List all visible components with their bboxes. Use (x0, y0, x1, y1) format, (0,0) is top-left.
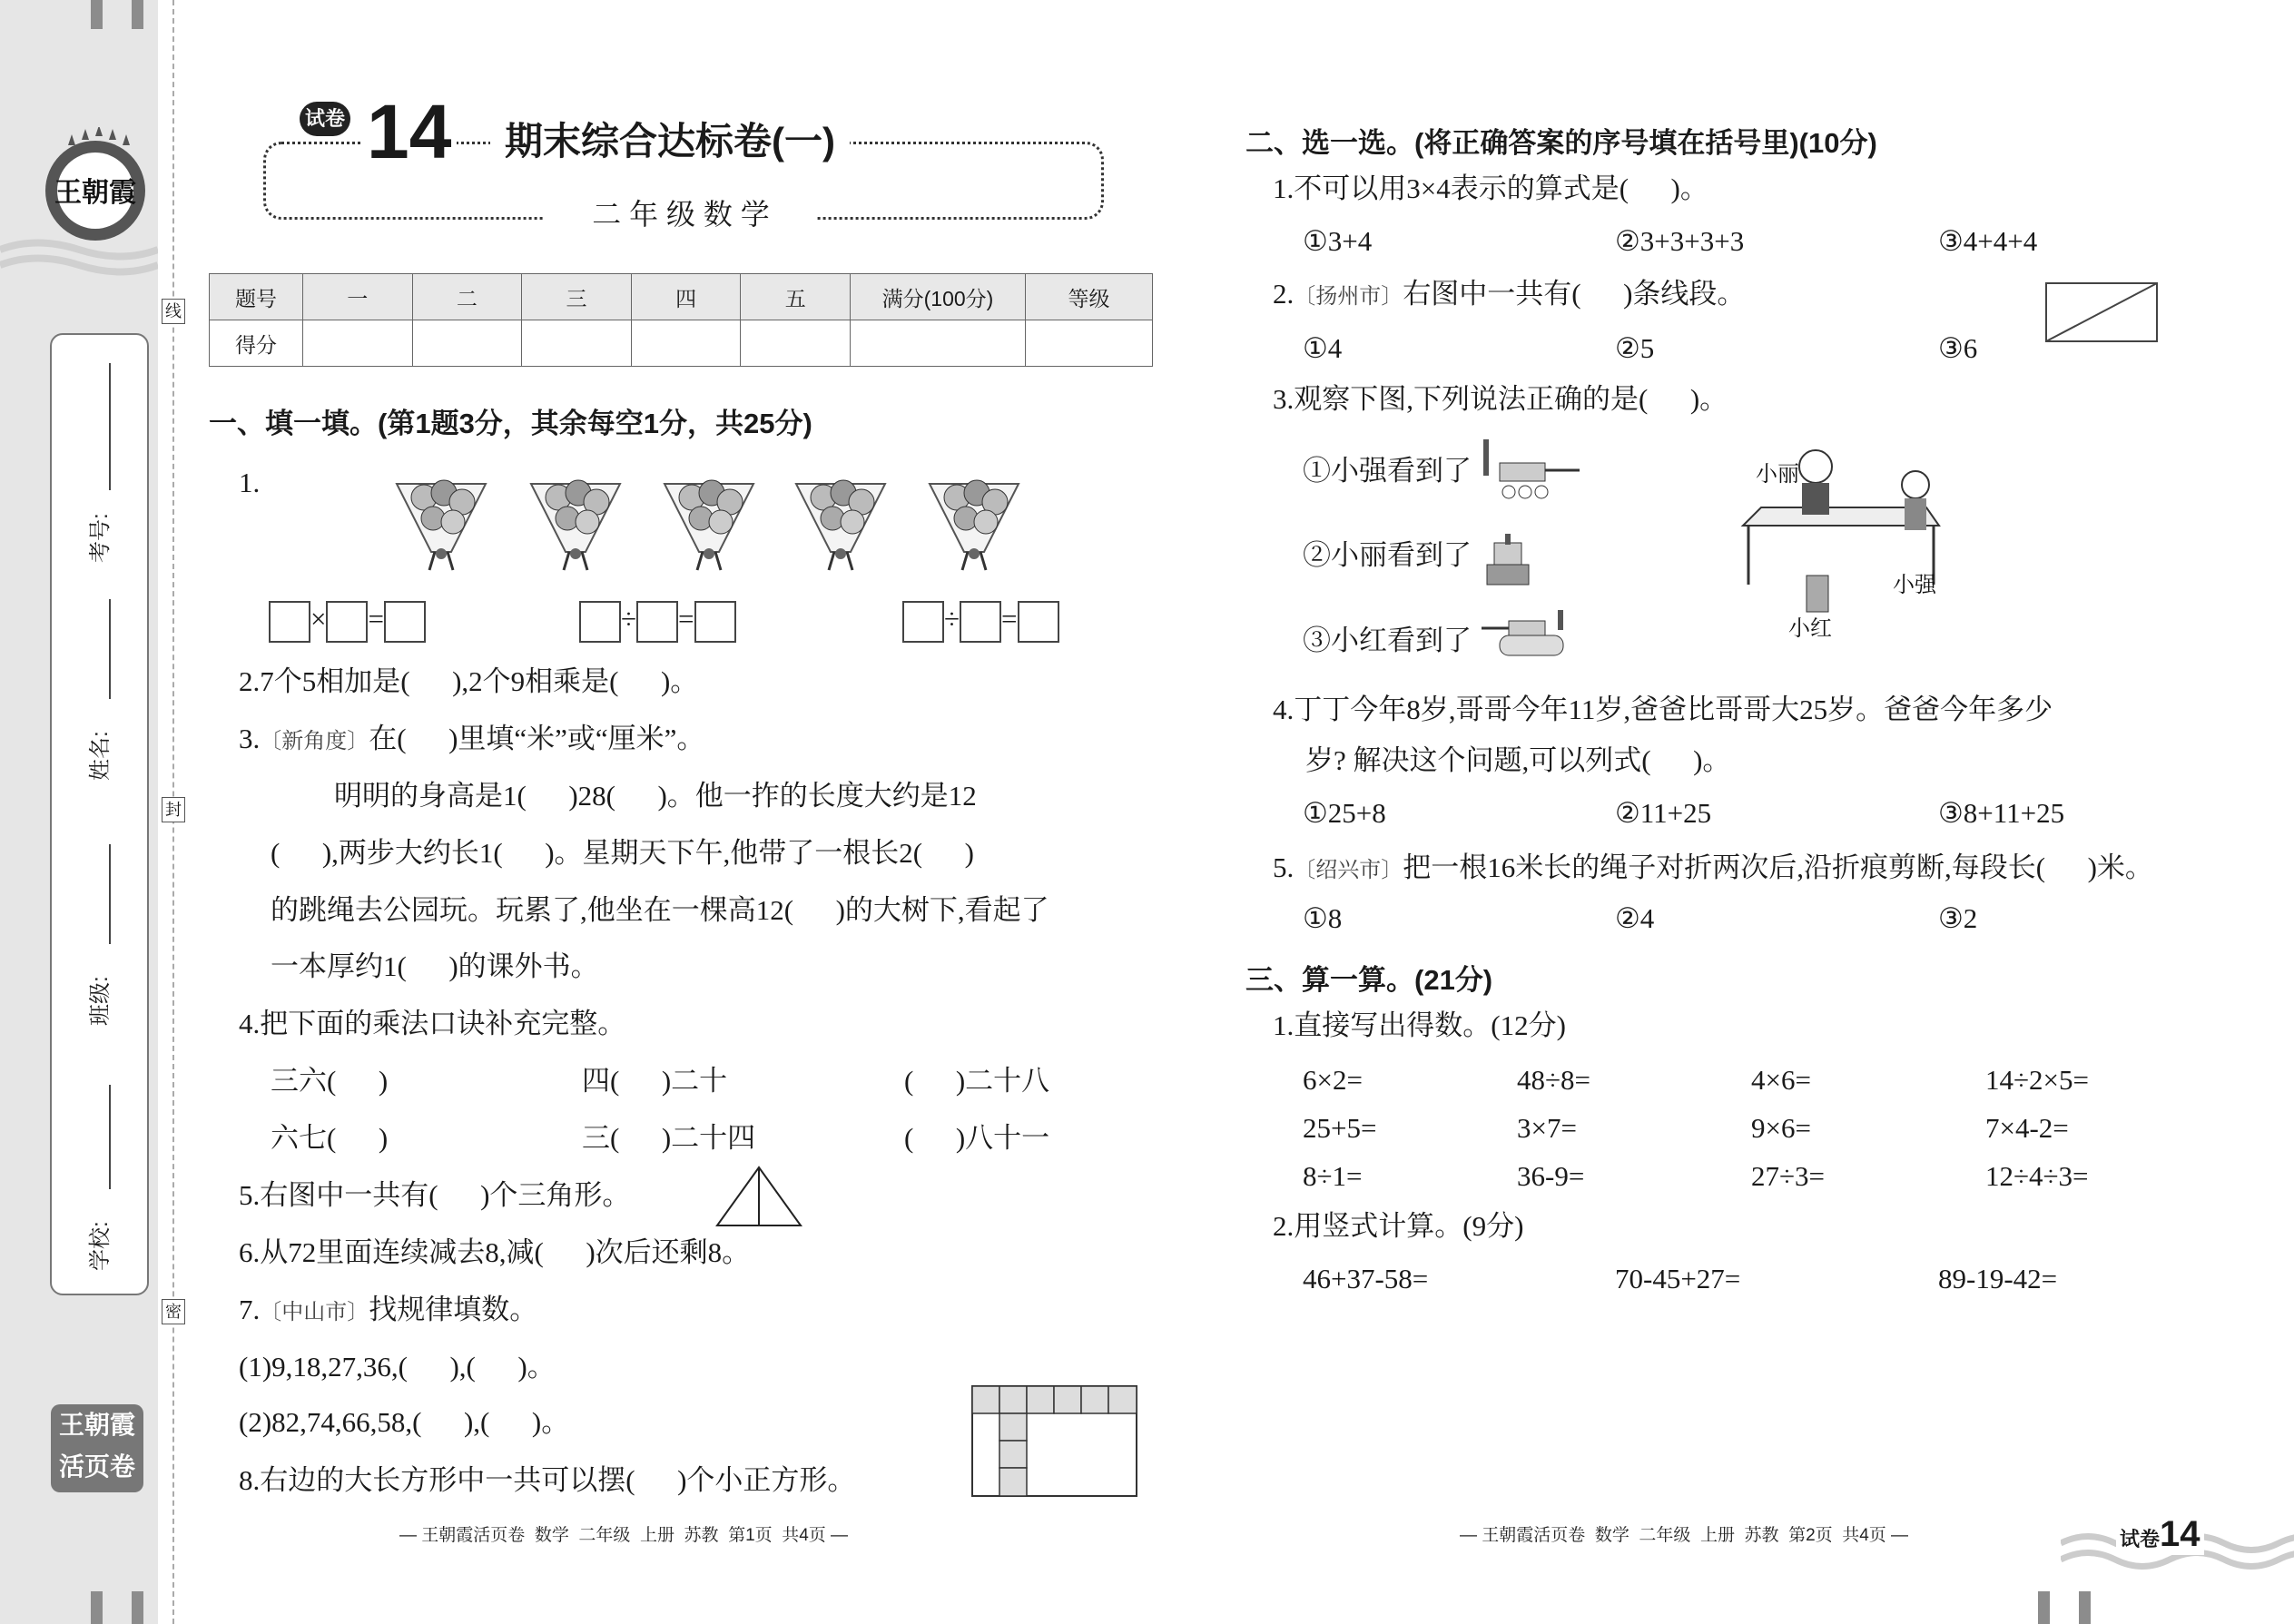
option: ③2 (1938, 902, 1978, 934)
q1-equation-3: ÷ = (902, 599, 1059, 643)
svg-text:小丽: 小丽 (1756, 463, 1799, 487)
school-label: 学校: (88, 1221, 113, 1271)
s2-q4-line: 岁? 解决这个问题,可以列式( )。 (1305, 744, 1731, 776)
cut-mark: 线 (162, 299, 185, 324)
cut-mark: 密 (162, 1299, 185, 1324)
section2-heading: 二、选一选。(将正确答案的序号填在括号里)(10分) (1245, 127, 1877, 159)
q3-line: 一本厚约1( )的课外书。 (271, 950, 599, 982)
option: ①3+4 (1303, 225, 1373, 257)
s2-q5: 5.〔绍兴市〕把一根16米长的绳子对折两次后,沿折痕剪断,每段长( )米。 (1273, 851, 2153, 883)
binding-bar (91, 1591, 103, 1624)
oral-calc-item: 7×4-2= (1985, 1112, 2069, 1144)
q4: 4.把下面的乘法口诀补充完整。 (239, 1008, 626, 1039)
oral-calc-item: 25+5= (1303, 1112, 1377, 1144)
brand-logo-icon (0, 127, 158, 290)
option: ③4+4+4 (1938, 225, 2038, 257)
oral-calc-item: 6×2= (1303, 1064, 1363, 1096)
s2-q3: 3.观察下图,下列说法正确的是( )。 (1273, 383, 1728, 415)
option: ①4 (1303, 332, 1343, 364)
q4-item: ( )八十一 (904, 1122, 1050, 1154)
subtitle: 二 年 级 数 学 (545, 194, 817, 234)
q3: 3.〔新角度〕在( )里填“米”或“厘米”。 (239, 723, 705, 754)
q4-item: 四( )二十 (582, 1065, 728, 1097)
option: ②5 (1615, 332, 1655, 364)
svg-text:小强: 小强 (1893, 574, 1936, 597)
oral-calc-item: 9×6= (1751, 1112, 1811, 1144)
flower-bouquet-icon (388, 466, 495, 575)
oral-calc-item: 36-9= (1517, 1160, 1585, 1192)
q4-item: 三( )二十四 (582, 1122, 756, 1154)
q6: 6.从72里面连续减去8,减( )次后还剩8。 (239, 1236, 751, 1268)
score-table: 题号 一 二 三 四 五 满分(100分) 等级 得分 (209, 273, 1153, 367)
q1-equation-2: ÷ = (579, 599, 736, 643)
section1-heading: 一、填一填。(第1题3分，其余每空1分，共25分) (209, 408, 812, 439)
footer-exam-badge: 试卷14 (2116, 1514, 2204, 1555)
oral-calc-item: 3×7= (1517, 1112, 1577, 1144)
binding-bar (132, 1591, 143, 1624)
vertical-calc-item: 89-19-42= (1938, 1263, 2058, 1294)
footer-right: — 王朝霞活页卷 数学 二年级 上册 苏教 第2页 共4页 — (1460, 1526, 1909, 1545)
exam-badge: 试卷 (300, 102, 350, 136)
option: ③小红看到了 (1303, 625, 1472, 656)
grid-rectangle-figure (971, 1385, 1138, 1498)
option: ①25+8 (1303, 797, 1386, 829)
q7-part1: (1)9,18,27,36,( ),( )。 (239, 1351, 556, 1383)
svg-text:王朝霞: 王朝霞 (54, 178, 136, 208)
q7-part2: (2)82,74,66,58,( ),( )。 (239, 1406, 570, 1438)
binding-bar (2038, 1591, 2050, 1624)
brand-badge: 王朝霞 活页卷 (51, 1404, 143, 1492)
binding-bar (132, 0, 143, 29)
triangle-figure (715, 1166, 802, 1227)
tank-side-view-icon (1482, 436, 1581, 508)
tank-front-view-icon (1482, 534, 1536, 588)
binding-bar (91, 0, 103, 29)
oral-calc-item: 4×6= (1751, 1064, 1811, 1096)
name-label: 姓名: (88, 731, 113, 781)
page-title: 期末综合达标卷(一) (490, 116, 850, 167)
option: ①小强看到了 (1303, 455, 1472, 487)
option: ①8 (1303, 902, 1343, 934)
q3-line: 明明的身高是1( )28( )。他一拃的长度大约是12 (334, 780, 977, 812)
class-label: 班级: (88, 976, 113, 1026)
s2-q1: 1.不可以用3×4表示的算式是( )。 (1273, 172, 1708, 204)
oral-calc-item: 48÷8= (1517, 1064, 1590, 1096)
footer-left: — 王朝霞活页卷 数学 二年级 上册 苏教 第1页 共4页 — (399, 1526, 849, 1545)
exam-number-label: 考号: (88, 513, 113, 563)
q3-line: ( ),两步大约长1( )。星期天下午,他带了一根长2( ) (271, 837, 974, 869)
q1-label: 1. (239, 467, 261, 498)
flower-bouquet-icon (522, 466, 629, 575)
q4-item: 三六( ) (271, 1065, 389, 1097)
q4-item: 六七( ) (271, 1122, 389, 1154)
option: ②4 (1615, 902, 1655, 934)
q8: 8.右边的大长方形中一共可以摆( )个小正方形。 (239, 1464, 856, 1496)
oral-calc-item: 27÷3= (1751, 1160, 1825, 1192)
rectangle-diagonal-figure (2045, 282, 2158, 342)
oral-calc-item: 8÷1= (1303, 1160, 1363, 1192)
option: ②3+3+3+3 (1615, 225, 1745, 257)
observation-scene-figure (1734, 439, 1948, 645)
q5: 5.右图中一共有( )个三角形。 (239, 1179, 631, 1211)
tank-angle-view-icon (1482, 608, 1572, 663)
vertical-calc-item: 70-45+27= (1615, 1263, 1741, 1294)
cut-mark: 封 (162, 797, 185, 822)
q7: 7.〔中山市〕找规律填数。 (239, 1294, 538, 1325)
q1-equation-1: × = (269, 599, 426, 643)
option: ③8+11+25 (1938, 797, 2065, 829)
flower-bouquet-icon (787, 466, 894, 575)
oral-calc-item: 14÷2×5= (1985, 1064, 2089, 1096)
s3-q1: 1.直接写出得数。(12分) (1273, 1009, 1566, 1041)
q2: 2.7个5相加是( ),2个9相乘是( )。 (239, 665, 699, 697)
svg-text:小红: 小红 (1788, 617, 1832, 641)
q4-item: ( )二十八 (904, 1065, 1050, 1097)
oral-calc-item: 12÷4÷3= (1985, 1160, 2089, 1192)
option: ②11+25 (1615, 797, 1712, 829)
s2-q4: 4.丁丁今年8岁,哥哥今年11岁,爸爸比哥哥大25岁。爸爸今年多少 (1273, 694, 2053, 725)
student-info-box (50, 333, 149, 1295)
q3-line: 的跳绳去公园玩。玩累了,他坐在一棵高12( )的大树下,看起了 (271, 894, 1049, 926)
s3-q2: 2.用竖式计算。(9分) (1273, 1210, 1524, 1242)
option: ③6 (1938, 332, 1978, 364)
section3-heading: 三、算一算。(21分) (1245, 964, 1493, 996)
flower-bouquet-icon (921, 466, 1028, 575)
binding-bar (2079, 1591, 2091, 1624)
s2-q2: 2.〔扬州市〕右图中一共有( )条线段。 (1273, 278, 1746, 310)
vertical-calc-item: 46+37-58= (1303, 1263, 1429, 1294)
exam-number: 14 (361, 91, 457, 172)
flower-bouquet-icon (655, 466, 763, 575)
option: ②小丽看到了 (1303, 539, 1472, 571)
